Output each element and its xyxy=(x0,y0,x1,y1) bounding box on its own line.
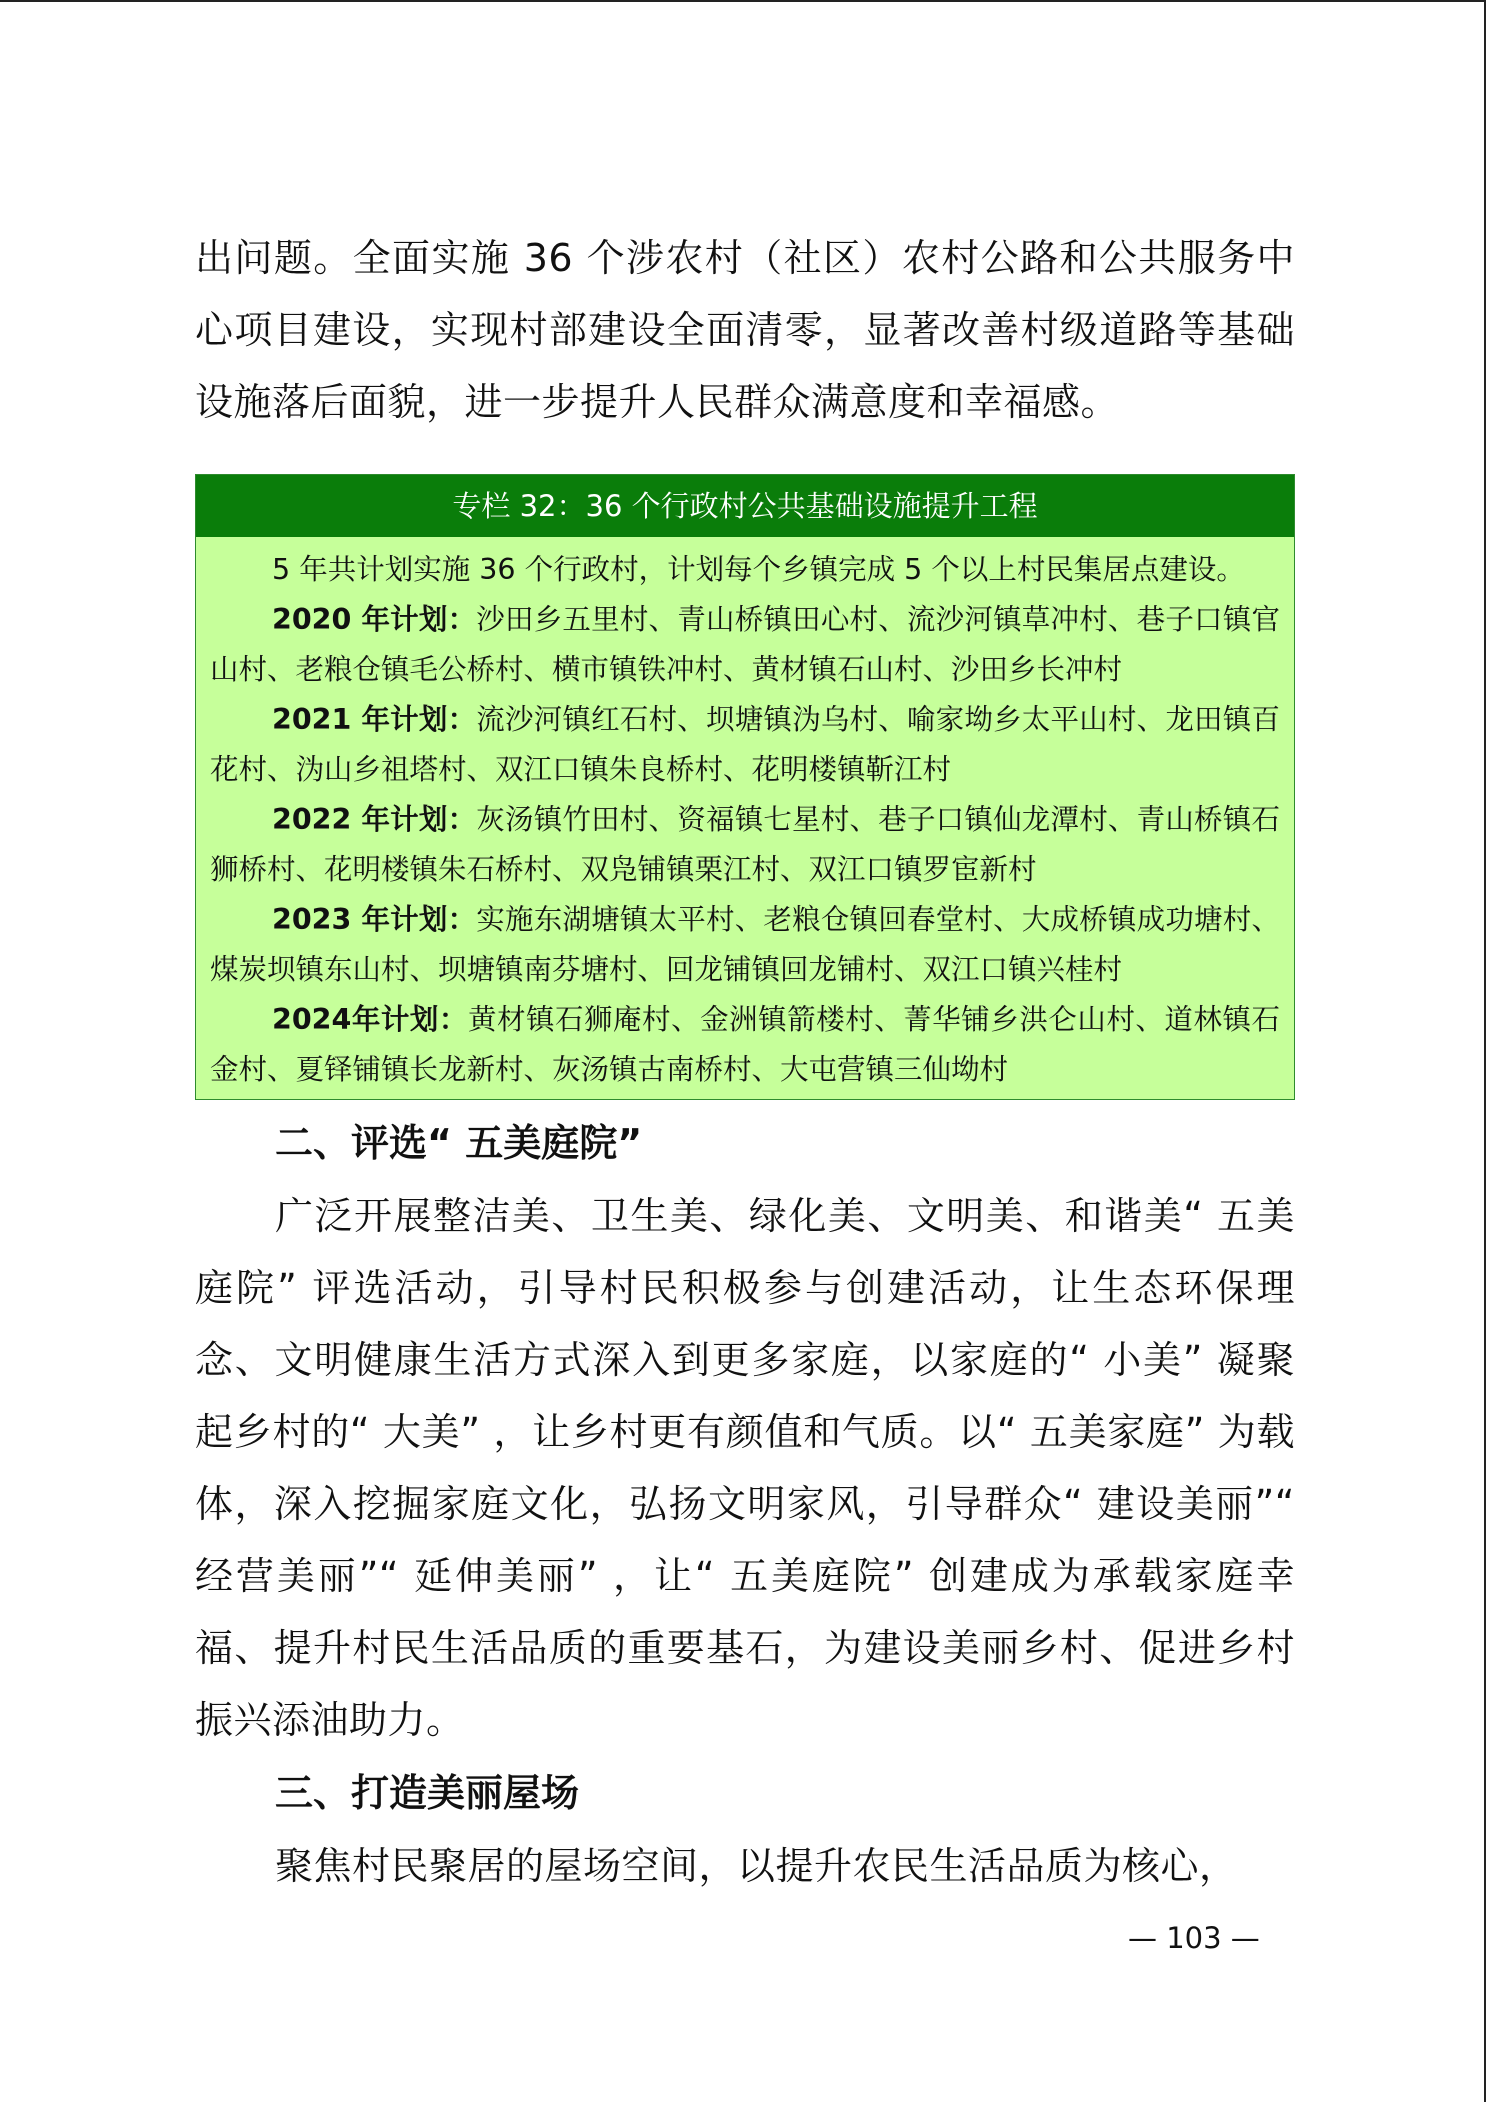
plan-2020-label: 2020 年计划： xyxy=(272,603,477,636)
section2-body: 广泛开展整洁美、卫生美、绿化美、文明美、和谐美“ 五美庭院” 评选活动，引导村民积极参与创建活动，让生态环保理念、文明健康生活方式深入到更多家庭，以家庭的“ 小美” 凝聚起乡村的“ 大美” ，让乡村更有颜值和气质。以“ 五美家庭” 为载体，深入挖掘家庭文化，弘扬文明家风，引导群众“ 建设美丽”“ 经营美丽”“ 延伸美丽” ，让“ 五美庭院” 创建成为承载家庭幸福、提升村民生活品质的重要基石，为建设美丽乡村、促进乡村振兴添油助力。 xyxy=(195,1194,1295,1742)
column-box-summary: 5 年共计划实施 36 个行政村，计划每个乡镇完成 5 个以上村民集居点建设。 xyxy=(272,553,1245,586)
plan-2023-text: 实施东湖塘镇太平村、老粮仓镇回春堂村、大成桥镇成功塘村、煤炭坝镇东山村、坝塘镇南芬塘村、回龙铺镇回龙铺村、双江口镇兴桂村 xyxy=(210,903,1280,986)
column-box-body xyxy=(196,537,1294,1099)
page-content xyxy=(195,222,1295,1902)
plan-2021 xyxy=(210,695,1280,795)
plan-2020-text: 沙田乡五里村、青山桥镇田心村、流沙河镇草冲村、巷子口镇官山村、老粮仓镇毛公桥村、横市镇铁冲村、黄材镇石山村、沙田乡长冲村 xyxy=(210,603,1280,686)
plan-2022 xyxy=(210,795,1280,895)
section3-body: 聚焦村民聚居的屋场空间，以提升农民生活品质为核心， xyxy=(275,1844,1238,1888)
intro-paragraph: 出问题。全面实施 36 个涉农村（社区）农村公路和公共服务中心项目建设，实现村部建设全面清零，显著改善村级道路等基础设施落后面貌，进一步提升人民群众满意度和幸福感。 xyxy=(195,236,1295,424)
plan-2021-label: 2021 年计划： xyxy=(272,703,477,736)
plan-2024 xyxy=(210,995,1280,1095)
page-number: — 103 — xyxy=(1128,1921,1260,1955)
plan-2024-label: 2024年计划： xyxy=(272,1003,468,1036)
plan-2023 xyxy=(210,895,1280,995)
plan-2022-text: 灰汤镇竹田村、资福镇七星村、巷子口镇仙龙潭村、青山桥镇石狮桥村、花明楼镇朱石桥村、双凫铺镇栗江村、双江口镇罗宦新村 xyxy=(210,803,1280,886)
plan-2023-label: 2023 年计划： xyxy=(272,903,477,936)
section2-heading: 二、评选“ 五美庭院” xyxy=(275,1121,643,1165)
plan-2024-text: 黄材镇石狮庵村、金洲镇箭楼村、菁华铺乡洪仑山村、道林镇石金村、夏铎铺镇长龙新村、灰汤镇古南桥村、大屯营镇三仙坳村 xyxy=(210,1003,1280,1086)
column-box xyxy=(195,474,1295,1100)
plan-2022-label: 2022 年计划： xyxy=(272,803,477,836)
plan-2020 xyxy=(210,595,1280,695)
plan-2021-text: 流沙河镇红石村、坝塘镇沩乌村、喻家坳乡太平山村、龙田镇百花村、沩山乡祖塔村、双江口镇朱良桥村、花明楼镇靳江村 xyxy=(210,703,1280,786)
column-box-title: 专栏 32：36 个行政村公共基础设施提升工程 xyxy=(196,475,1294,537)
section3-heading: 三、打造美丽屋场 xyxy=(275,1771,580,1815)
